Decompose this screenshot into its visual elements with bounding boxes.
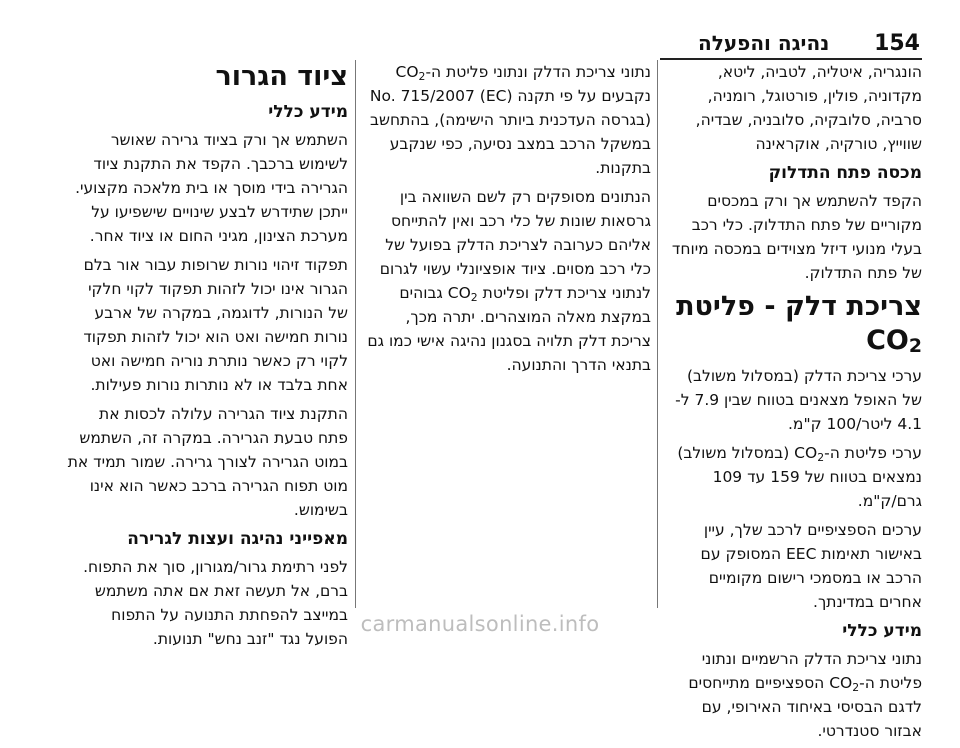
regulation-text-a: נתוני צריכת הדלק ונתוני פליטת ה- [425, 63, 651, 81]
fuel-consumption-text [664, 364, 922, 436]
specific-values-text: ערכים הספציפיים לרכב שלך, עיין באישור תאימות EEC המסופק עם הרכב או במסמכי רישום מקומיים אחרים במדינתך. [700, 521, 922, 611]
co2-formula [866, 325, 922, 356]
official-data-text [664, 647, 922, 743]
co2-inline-3-symbol: CO [395, 63, 419, 81]
general-info-heading-right: מידע כללי [842, 621, 922, 641]
co2-inline-2 [829, 674, 859, 692]
official-data-text-a: נתוני צריכת הדלק הרשמיים ונתוני פליטת ה- [701, 650, 922, 692]
co2-symbol: CO [866, 325, 909, 356]
co2-inline-4 [448, 284, 478, 302]
official-data-text-b: הספציפיים מתייחסים לדגם הבסיסי באיחוד האירופי, עם אבזור סטנדרטי. [688, 674, 922, 740]
regulation-text-b: נקבעים על פי תקנה (EC) No. 715/2007 (בגרסה העדכנית ביותר הישימה), בהתחשב במשקל הרכב במצב נסיעה, כפי שנקבע בתקנות. [369, 87, 651, 177]
column-divider-left [355, 60, 356, 608]
co2-emission-text-a: ערכי פליטת ה- [824, 444, 922, 462]
co2-inline-2-symbol: CO [829, 674, 853, 692]
comparison-text [365, 185, 651, 377]
co2-inline-subscript: 2 [817, 451, 825, 464]
fuel-flap-text: הקפד להשתמש אך ורק במכסים מקוריים של פתח התדלוק. כלי רכב בעלי מנועי דיזל מצוידים במכסה מיוחד של פתח התדלוק. [671, 192, 922, 282]
towing-eye-text: התקנת ציוד הגרירה עלולה לכסות את פתח טבעת הגרירה. במקרה זה, השתמש במוט הגרירה לצורך גרירה. שמור תמיד את מוט תפוח הגרירה ברכב כאשר הוא אינו בשימוש. [67, 405, 348, 519]
column-divider-right [657, 60, 658, 608]
regulation-text [365, 60, 651, 180]
bulb-detection-text: תפקוד זיהוי נורות שרופות עבור אור בלם הגרור אינו יכול לזהות תפקוד לקוי חלקי של הנורות, לדוגמה, במקרה של ארבע נורות חמישה ואט הוא יכול לזהות תפקוד לקוי רק כאשר נותרת נוריה חמישה ואט אחת בלבד או לא נותרות נורות פעילות. [83, 256, 348, 394]
co2-inline-symbol: CO [794, 444, 818, 462]
column-right [664, 60, 922, 748]
page-number: 154 [874, 30, 920, 56]
column-left [66, 60, 348, 656]
fuel-consumption-heading-text: צריכת דלק - פליטת [676, 291, 922, 322]
general-info-heading-left: מידע כללי [268, 102, 348, 122]
co2-emission-text [664, 441, 922, 513]
co2-inline-3-subscript: 2 [418, 70, 426, 83]
section-title: נהיגה והפעלה [698, 31, 830, 55]
comparison-text-a: הנתונים מסופקים רק לשם השוואה בין גרסאות שונות של כלי רכב ואין להתייחס אליהם כערובה לצריכת הדלק בפועל של כלי רכב מסוים. ציוד אופציונלי עשוי לגרום לנתוני צריכת דלק ופליטת [379, 188, 651, 302]
comparison-text-b: גבוהים במקצת מאלה המוצהרים. יתרה מכך, צריכת דלק תלויה בסגנון נהיגה אישי כמו גם בתנאי הדרך והתנועה. [367, 284, 651, 374]
driving-tips-text: לפני רתימת גרור/מגורון, סוך את התפוח. ברם, אל תעשה זאת אם אתה משתמש במייצב להפחתת התנועה על התפוח הפועל נגד "זנב נחש" תנועות. [83, 558, 348, 648]
fuel-flap-heading: מכסה פתח התדלוק [768, 163, 922, 183]
towing-equipment-heading: ציוד הגרור [215, 61, 348, 92]
fuel-consumption-text-b: ל- 4.1 ליטר/100 ק"מ. [675, 391, 922, 433]
watermark: carmanualsonline.info [360, 612, 600, 636]
country-list: הונגריה, איטליה, לטביה, ליטא, מקדוניה, פולין, פורטוגל, רומניה, סרביה, סלובקיה, סלובניה, שבדיה, שווייץ, טורקיה, אוקראינה [695, 63, 922, 153]
fuel-consumption-text-a: ערכי צריכת הדלק (במסלול משולב) של האופל מצאנים בטווח שבין 7.9 [687, 367, 922, 409]
fuel-consumption-heading [664, 290, 922, 358]
co2-inline-4-subscript: 2 [470, 291, 478, 304]
co2-subscript: 2 [908, 335, 922, 357]
towing-equipment-text: השתמש אך ורק בציוד גרירה שאושר לשימוש ברכבך. הקפד את התקנת ציוד הגרירה בידי מוסך או בית מלאכה מקצועי. ייתכן שתידרש לבצע שינויים שישפיעו על מערכת הצינון, מגיני החום או ציוד אחר. [75, 131, 348, 245]
co2-inline-3 [396, 63, 426, 81]
driving-tips-heading: מאפייני נהיגה ועצות לגרירה [127, 529, 348, 549]
page-header [698, 26, 920, 60]
column-middle [365, 60, 651, 382]
co2-emission-text-b: (במסלול משולב) נמצאים בטווח של 159 עד 109 גרם/ק"מ. [677, 444, 922, 510]
co2-inline [794, 444, 824, 462]
co2-inline-4-symbol: CO [447, 284, 471, 302]
co2-inline-2-subscript: 2 [852, 681, 860, 694]
